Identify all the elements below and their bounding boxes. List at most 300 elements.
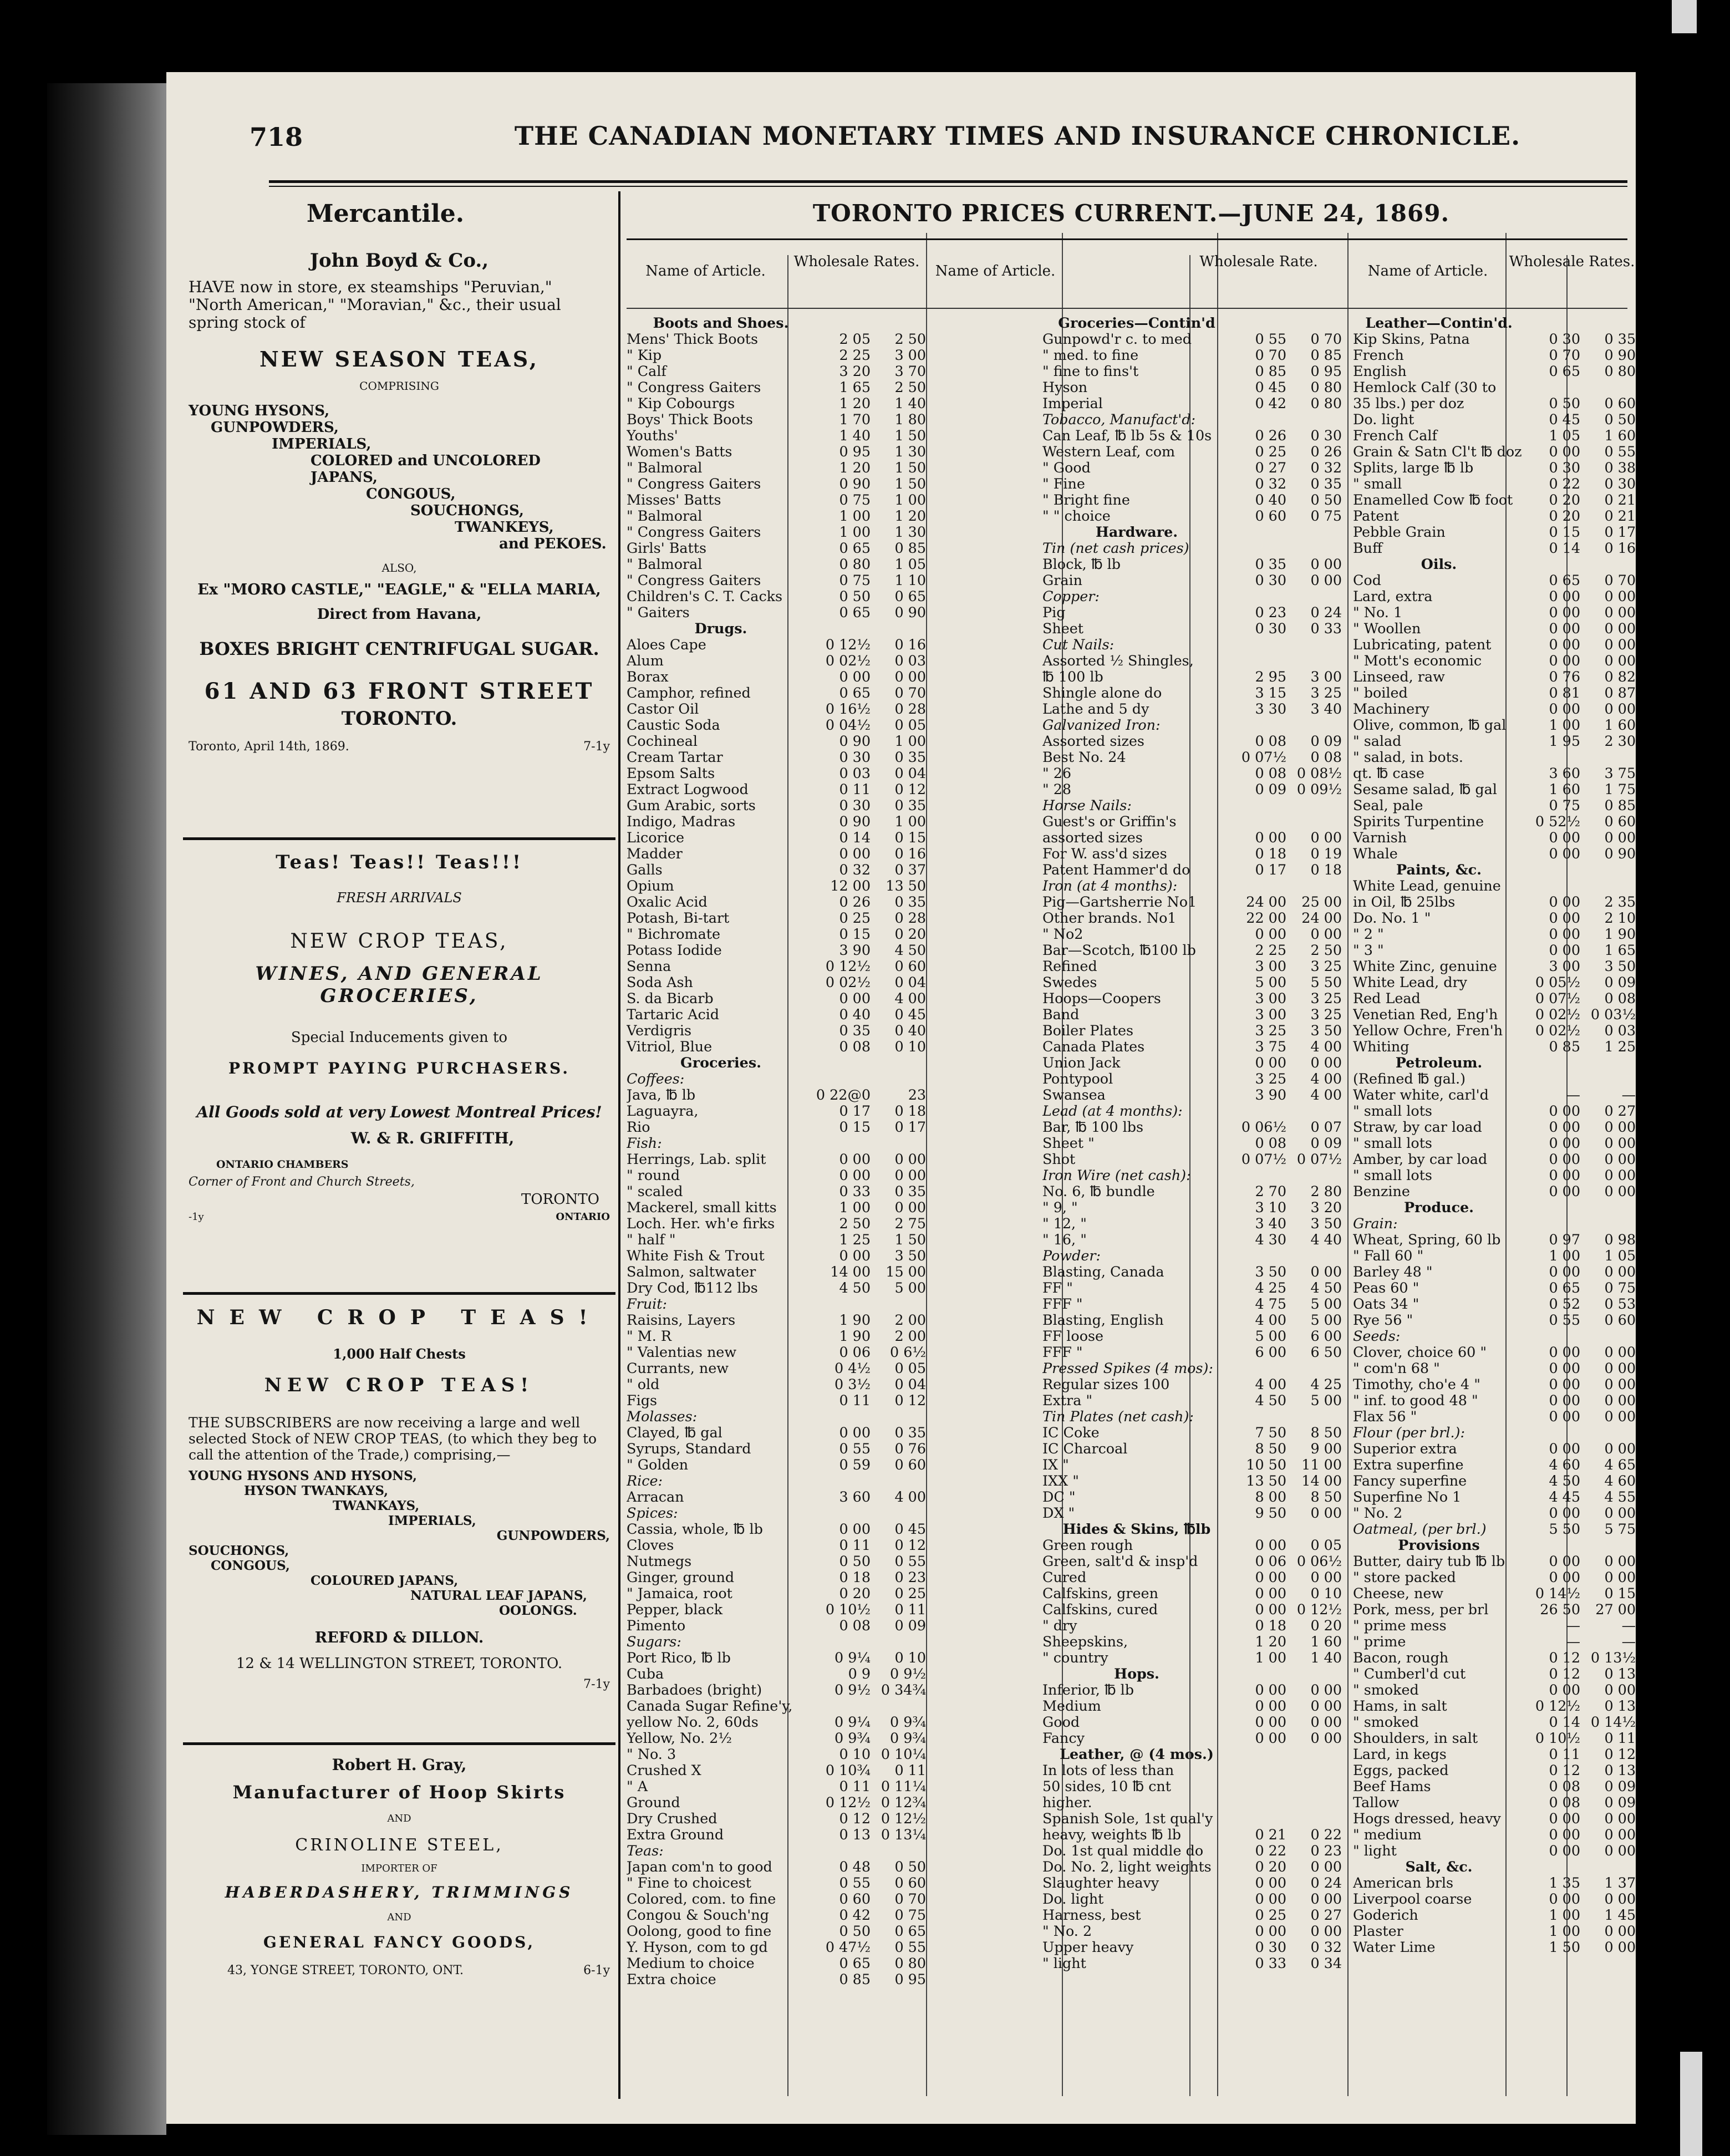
rate-low: 0 00 bbox=[839, 1521, 871, 1537]
griffith-teas: Teas! Teas!! Teas!!! bbox=[276, 851, 523, 873]
rate-high: 0 00 bbox=[1604, 620, 1636, 637]
price-row bbox=[1042, 1457, 1342, 1473]
rate-high: 1 60 bbox=[1604, 716, 1636, 733]
rate-high: 0 45 bbox=[894, 1006, 926, 1023]
rate-high: 1 60 bbox=[1604, 427, 1636, 444]
price-row bbox=[627, 540, 926, 556]
rate-low: 0 05½ bbox=[1535, 974, 1580, 990]
article-name: Boots and Shoes. bbox=[653, 315, 789, 331]
article-name: " round bbox=[627, 1167, 680, 1183]
article-name: Patent Hammer'd do bbox=[1042, 862, 1190, 878]
price-row bbox=[1042, 1537, 1342, 1553]
rate-high: 0 11 bbox=[894, 1762, 926, 1778]
boyd-also: ALSO, bbox=[381, 561, 417, 574]
price-row bbox=[1042, 1312, 1342, 1328]
price-row bbox=[1042, 1859, 1342, 1875]
rate-low: 0 08 bbox=[1255, 1135, 1286, 1151]
rate-low: 0 00 bbox=[1549, 1183, 1580, 1199]
rate-low: 0 42 bbox=[1255, 395, 1286, 411]
article-name: Fancy bbox=[1042, 1730, 1085, 1746]
rate-high: 0 16 bbox=[1604, 540, 1636, 556]
rate-low: 0 08 bbox=[1549, 1778, 1580, 1794]
price-row bbox=[1042, 395, 1342, 411]
article-name: Produce. bbox=[1403, 1199, 1474, 1216]
article-name: Boiler Plates bbox=[1042, 1023, 1134, 1039]
article-name: Salmon, saltwater bbox=[627, 1264, 756, 1280]
price-row bbox=[627, 460, 926, 476]
boyd-firm: John Boyd & Co., bbox=[309, 250, 489, 272]
article-name: Regular sizes 100 bbox=[1042, 1376, 1170, 1392]
rate-low: 3 90 bbox=[1255, 1086, 1286, 1103]
rate-high bbox=[871, 1698, 926, 1714]
rate-high: 0 24 bbox=[1310, 604, 1342, 621]
rate-high: 0 00 bbox=[1604, 1890, 1636, 1907]
boyd-intro: HAVE now in store, ex steamships "Peruvian," "North American," "Moravian," &c., their usual spring stock of bbox=[189, 278, 561, 332]
price-row bbox=[627, 1457, 926, 1473]
price-row bbox=[1042, 1151, 1342, 1167]
article-name: Eggs, packed bbox=[1353, 1762, 1449, 1778]
col3-rate-header: Wholesale Rates. bbox=[1509, 253, 1635, 270]
price-row bbox=[1042, 1505, 1342, 1521]
section-heading bbox=[1042, 1521, 1342, 1537]
article-name: Galls bbox=[627, 862, 663, 878]
rate-high: 0 45 bbox=[894, 1521, 926, 1537]
boyd-line-2: GUNPOWDERS, bbox=[211, 419, 339, 436]
rate-high: 4 00 bbox=[894, 990, 926, 1006]
article-name: Congou & Souch'ng bbox=[627, 1907, 769, 1923]
rate-high: 0 35 bbox=[894, 749, 926, 765]
price-row bbox=[627, 1955, 926, 1971]
price-row bbox=[1042, 1344, 1342, 1360]
section-mercantile: Mercantile. bbox=[306, 200, 465, 228]
rate-high bbox=[871, 621, 926, 637]
price-row bbox=[627, 894, 926, 910]
rate-high: 0 10 bbox=[1310, 1585, 1342, 1601]
rate-high: 1 30 bbox=[894, 523, 926, 540]
rate-high: 8 50 bbox=[1310, 1424, 1342, 1441]
price-row bbox=[1353, 508, 1636, 524]
article-name: Galvanized Iron: bbox=[1042, 717, 1161, 733]
article-name: Grain & Satn Cl't ℔ doz bbox=[1353, 444, 1522, 460]
rate-low: 0 30 bbox=[839, 749, 871, 765]
price-row bbox=[1353, 1360, 1636, 1376]
article-name: Leather, @ (4 mos.) bbox=[1060, 1746, 1214, 1762]
price-row bbox=[627, 813, 926, 830]
rate-low bbox=[1525, 1859, 1580, 1875]
article-name: " Jamaica, root bbox=[627, 1585, 732, 1601]
price-row bbox=[1042, 572, 1342, 588]
price-row bbox=[627, 1730, 926, 1746]
article-name: " 16, " bbox=[1042, 1232, 1087, 1248]
article-name: Misses' Batts bbox=[627, 492, 721, 508]
rate-high: 0 55 bbox=[1604, 443, 1636, 460]
rate-high: 0 06½ bbox=[1296, 1553, 1342, 1569]
rate-low: 0 20 bbox=[1255, 1858, 1286, 1875]
rate-high: 4 65 bbox=[1604, 1456, 1636, 1473]
article-name: Benzine bbox=[1353, 1183, 1410, 1199]
rate-low bbox=[1231, 1248, 1286, 1264]
rate-low: 0 00 bbox=[1549, 1569, 1580, 1585]
rate-high: 6 50 bbox=[1310, 1344, 1342, 1360]
rate-high: 6 00 bbox=[1310, 1328, 1342, 1344]
rate-low: 4 00 bbox=[1255, 1311, 1286, 1328]
price-row bbox=[1353, 1392, 1636, 1408]
rate-low: 0 33 bbox=[839, 1183, 871, 1199]
price-row bbox=[1042, 830, 1342, 846]
rate-high: 0 75 bbox=[894, 1906, 926, 1923]
col2-rate-header: Wholesale Rate. bbox=[1199, 253, 1318, 270]
rate-high bbox=[1286, 717, 1342, 733]
rate-high: 4 50 bbox=[1310, 1279, 1342, 1296]
rate-low: 3 25 bbox=[1255, 1070, 1286, 1087]
price-row bbox=[627, 701, 926, 717]
boyd-line-5: CONGOUS, bbox=[366, 485, 456, 502]
rate-high: 14 00 bbox=[1301, 1472, 1342, 1489]
price-row bbox=[1353, 476, 1636, 492]
rate-low bbox=[1231, 1762, 1286, 1778]
ad-divider bbox=[183, 1292, 615, 1295]
rate-low: 1 00 bbox=[1549, 1247, 1580, 1264]
article-name: Oatmeal, (per brl.) bbox=[1353, 1521, 1487, 1537]
film-edge-marker bbox=[1672, 0, 1697, 33]
article-name: Syrups, Standard bbox=[627, 1441, 751, 1457]
boyd-line-7: TWANKEYS, bbox=[455, 518, 554, 536]
rate-low: 3 00 bbox=[1255, 1006, 1286, 1023]
article-name: Rice: bbox=[627, 1473, 663, 1489]
price-row bbox=[627, 1698, 926, 1714]
rate-high bbox=[1286, 1746, 1342, 1762]
article-name: 35 lbs.) per doz bbox=[1353, 395, 1464, 411]
rule-under-headers bbox=[627, 308, 1627, 309]
rate-high: 0 00 bbox=[1310, 572, 1342, 588]
rate-high: 2 50 bbox=[894, 330, 926, 347]
rate-low: 6 00 bbox=[1255, 1344, 1286, 1360]
rate-high: 0 00 bbox=[1604, 1263, 1636, 1280]
rate-low bbox=[1231, 1666, 1286, 1682]
article-name: Clayed, ℔ gal bbox=[627, 1425, 722, 1441]
gray-code: 6-1y bbox=[583, 1964, 610, 1977]
article-name: Barbadoes (bright) bbox=[627, 1682, 762, 1698]
rate-high: 4 55 bbox=[1604, 1488, 1636, 1505]
article-name: Girls' Batts bbox=[627, 540, 706, 556]
price-row bbox=[627, 1039, 926, 1055]
rate-high bbox=[1286, 411, 1342, 428]
rate-high bbox=[1286, 637, 1342, 653]
rate-low: 0 00 bbox=[1255, 1713, 1286, 1730]
price-row bbox=[627, 1875, 926, 1891]
article-name: Do. No. 2, light weights bbox=[1042, 1859, 1212, 1875]
rate-low: 0 10½ bbox=[1535, 1730, 1580, 1746]
griffith-special: Special Inducements given to bbox=[291, 1029, 508, 1046]
rate-low: 2 05 bbox=[839, 330, 871, 347]
price-row bbox=[1042, 1055, 1342, 1071]
rate-low: 0 00 bbox=[1549, 1118, 1580, 1135]
rate-high: 0 11 bbox=[1604, 1730, 1636, 1746]
rate-low: 8 00 bbox=[1255, 1488, 1286, 1505]
article-name: Dry Crushed bbox=[627, 1811, 718, 1827]
rate-low: 0 11 bbox=[839, 1537, 871, 1553]
rate-low: 2 50 bbox=[839, 1215, 871, 1232]
rate-low: 0 00 bbox=[1255, 1681, 1286, 1698]
rate-high: 0 00 bbox=[1310, 829, 1342, 846]
price-row bbox=[627, 1103, 926, 1119]
rate-low: 5 00 bbox=[1255, 1328, 1286, 1344]
rate-high: 4 00 bbox=[1310, 1038, 1342, 1055]
rate-low: 3 90 bbox=[839, 942, 871, 958]
rate-high: 0 17 bbox=[1604, 523, 1636, 540]
rate-low: 0 04½ bbox=[825, 716, 871, 733]
price-row bbox=[1353, 444, 1636, 460]
price-row bbox=[1353, 1087, 1636, 1103]
rate-high: 0 16 bbox=[894, 636, 926, 653]
rate-low: 0 52 bbox=[1549, 1295, 1580, 1312]
rate-low: 12 00 bbox=[830, 877, 871, 894]
price-row bbox=[1042, 1762, 1342, 1778]
price-row bbox=[627, 1216, 926, 1232]
rate-high: 0 32 bbox=[1310, 459, 1342, 476]
article-name: Rye 56 " bbox=[1353, 1312, 1413, 1328]
rate-high: 0 00 bbox=[1310, 1263, 1342, 1280]
price-row bbox=[1353, 653, 1636, 669]
rate-low bbox=[1525, 379, 1580, 395]
article-name: (Refined ℔ gal.) bbox=[1353, 1071, 1466, 1087]
rate-low: 0 03 bbox=[839, 765, 871, 781]
rate-low bbox=[815, 1135, 871, 1151]
rate-low bbox=[1525, 878, 1580, 894]
rate-low: 0 75 bbox=[1549, 797, 1580, 813]
rate-high bbox=[871, 1843, 926, 1859]
article-name: Band bbox=[1042, 1006, 1080, 1023]
rate-low: 0 20 bbox=[1549, 507, 1580, 524]
price-row bbox=[1353, 1666, 1636, 1682]
rate-low: 0 17 bbox=[1255, 861, 1286, 878]
rate-low: 0 40 bbox=[1255, 491, 1286, 508]
subsection-heading bbox=[1353, 1521, 1636, 1537]
boyd-address: 61 AND 63 FRONT STREET bbox=[204, 678, 594, 704]
subsection-heading bbox=[1042, 588, 1342, 604]
boyd-line-8: and PEKOES. bbox=[499, 535, 607, 552]
article-name: Herrings, Lab. split bbox=[627, 1151, 766, 1167]
article-name: Machinery bbox=[1353, 701, 1429, 717]
article-name: " salad, in bots. bbox=[1353, 749, 1463, 765]
rate-high: 1 00 bbox=[894, 491, 926, 508]
subsection-heading bbox=[627, 1296, 926, 1312]
rate-high: 0 60 bbox=[894, 958, 926, 974]
article-name: Straw, by car load bbox=[1353, 1119, 1482, 1135]
article-name: White Lead, dry bbox=[1353, 974, 1468, 990]
price-row bbox=[1353, 685, 1636, 701]
article-name: Y. Hyson, com to gd bbox=[627, 1939, 768, 1955]
article-name: " med. to fine bbox=[1042, 347, 1139, 363]
article-name: " inf. to good 48 " bbox=[1353, 1392, 1478, 1408]
price-row bbox=[1042, 1441, 1342, 1457]
article-name: Hams, in salt bbox=[1353, 1698, 1447, 1714]
article-name: Hogs dressed, heavy bbox=[1353, 1811, 1501, 1827]
rate-low: 4 60 bbox=[1549, 1456, 1580, 1473]
rate-low: 3 75 bbox=[1255, 1038, 1286, 1055]
rate-low: 1 20 bbox=[839, 395, 871, 411]
subsection-heading bbox=[627, 1634, 926, 1650]
price-row bbox=[1042, 1392, 1342, 1408]
rate-low: 3 60 bbox=[1549, 765, 1580, 781]
rate-low: 0 14 bbox=[1549, 1713, 1580, 1730]
article-name: Whale bbox=[1353, 846, 1398, 862]
subsection-heading bbox=[1042, 1103, 1342, 1119]
rate-low: 1 60 bbox=[1549, 781, 1580, 797]
price-row bbox=[627, 395, 926, 411]
price-row bbox=[1042, 1811, 1342, 1827]
rate-high: — bbox=[1621, 1086, 1636, 1103]
rate-low: 0 08 bbox=[1549, 1794, 1580, 1811]
rate-low: 1 20 bbox=[1255, 1633, 1286, 1650]
price-row bbox=[1353, 379, 1636, 395]
rate-high bbox=[1580, 1055, 1636, 1071]
rate-low: 0 18 bbox=[839, 1569, 871, 1585]
price-row bbox=[627, 1891, 926, 1907]
rate-low: 0 30 bbox=[1255, 1939, 1286, 1955]
rate-low bbox=[1231, 1746, 1286, 1762]
article-name: Iron (at 4 months): bbox=[1042, 878, 1178, 894]
rate-low bbox=[815, 1505, 871, 1521]
article-name: Sesame salad, ℔ gal bbox=[1353, 781, 1497, 797]
price-row bbox=[627, 508, 926, 524]
rate-low: 0 02½ bbox=[1535, 1022, 1580, 1039]
article-name: " Fine bbox=[1042, 476, 1085, 492]
price-row bbox=[1353, 411, 1636, 428]
rate-low: 0 00 bbox=[1549, 1263, 1580, 1280]
rate-high: 0 65 bbox=[894, 1923, 926, 1939]
price-row bbox=[1042, 1618, 1342, 1634]
article-name: " half " bbox=[627, 1232, 676, 1248]
price-row bbox=[627, 411, 926, 428]
price-row bbox=[1353, 1376, 1636, 1392]
price-row bbox=[627, 733, 926, 749]
rate-high bbox=[1286, 653, 1342, 669]
rate-low: 22 00 bbox=[1246, 909, 1286, 926]
rate-high: 0 76 bbox=[894, 1440, 926, 1457]
rate-low: 0 12½ bbox=[825, 636, 871, 653]
article-name: Cassia, whole, ℔ lb bbox=[627, 1521, 763, 1537]
rate-high: 0 30 bbox=[1604, 475, 1636, 492]
price-row bbox=[1353, 1441, 1636, 1457]
article-name: Canada Sugar Refine'y, bbox=[627, 1698, 793, 1714]
rate-high: 0 80 bbox=[1310, 379, 1342, 395]
rate-high: 0 03 bbox=[894, 652, 926, 669]
rate-low: 0 12 bbox=[1549, 1762, 1580, 1778]
price-row bbox=[1353, 1601, 1636, 1618]
rate-low: 0 22 bbox=[1549, 475, 1580, 492]
rate-high: 0 03 bbox=[1604, 1022, 1636, 1039]
rate-low bbox=[815, 1296, 871, 1312]
reford-line-2: HYSON TWANKAYS, bbox=[244, 1483, 389, 1499]
rate-high: 0 00 bbox=[1604, 1135, 1636, 1151]
rate-low bbox=[1231, 540, 1286, 556]
subsection-heading bbox=[1353, 1328, 1636, 1344]
boyd-ships: Ex "MORO CASTLE," "EAGLE," & "ELLA MARIA, bbox=[197, 581, 601, 598]
rate-high: 0 70 bbox=[894, 1890, 926, 1907]
article-name: Women's Batts bbox=[627, 444, 732, 460]
price-row bbox=[1042, 894, 1342, 910]
reford-code: 7-1y bbox=[583, 1677, 610, 1692]
price-row bbox=[1042, 492, 1342, 508]
article-name: Vitriol, Blue bbox=[627, 1039, 713, 1055]
rate-low: 4 45 bbox=[1549, 1488, 1580, 1505]
rate-low bbox=[815, 1071, 871, 1087]
rate-low: 0 30 bbox=[1255, 620, 1286, 637]
rate-low: 0 65 bbox=[839, 684, 871, 701]
article-name: Swansea bbox=[1042, 1087, 1106, 1103]
rate-high: 1 00 bbox=[894, 733, 926, 749]
rate-high: 0 9½ bbox=[890, 1665, 926, 1682]
article-name: " No. 2 bbox=[1353, 1505, 1403, 1521]
article-name: Kip Skins, Patna bbox=[1353, 331, 1470, 347]
rate-high: 4 25 bbox=[1310, 1376, 1342, 1392]
article-name: Arracan bbox=[627, 1489, 684, 1505]
rate-high bbox=[1286, 797, 1342, 813]
rate-high: 5 00 bbox=[894, 1279, 926, 1296]
rate-low: 0 00 bbox=[1549, 604, 1580, 621]
griffith-corner: Corner of Front and Church Streets, bbox=[189, 1175, 415, 1189]
article-name: Butter, dairy tub ℔ lb bbox=[1353, 1553, 1505, 1569]
price-row bbox=[1042, 1280, 1342, 1296]
article-name: Plaster bbox=[1353, 1923, 1403, 1939]
rate-high: 2 30 bbox=[1604, 733, 1636, 749]
rate-low: 0 81 bbox=[1549, 684, 1580, 701]
rate-high: 2 50 bbox=[894, 379, 926, 395]
article-name: Assorted sizes bbox=[1042, 733, 1144, 749]
price-row bbox=[1042, 1087, 1342, 1103]
price-row bbox=[1353, 1408, 1636, 1425]
article-name: Pepper, black bbox=[627, 1601, 723, 1618]
rate-high: 4 60 bbox=[1604, 1472, 1636, 1489]
rate-high: 0 00 bbox=[1310, 1730, 1342, 1746]
rate-high: 0 09 bbox=[1604, 1794, 1636, 1811]
article-name: Youths' bbox=[627, 428, 678, 444]
rate-low: 0 00 bbox=[1549, 1681, 1580, 1698]
rate-high bbox=[1286, 1248, 1342, 1264]
article-name: Yellow, No. 2½ bbox=[627, 1730, 732, 1746]
article-name: Groceries. bbox=[680, 1055, 761, 1071]
price-row bbox=[1353, 781, 1636, 797]
article-name: Hardware. bbox=[1095, 524, 1178, 540]
gray-and-2: AND bbox=[387, 1911, 411, 1923]
rate-low: 0 42 bbox=[839, 1906, 871, 1923]
article-name: " M. R bbox=[627, 1328, 672, 1344]
rate-low: 0 08 bbox=[1255, 765, 1286, 781]
rate-high: 1 30 bbox=[894, 443, 926, 460]
rate-high: 0 35 bbox=[894, 797, 926, 813]
rate-high bbox=[871, 315, 926, 331]
price-row bbox=[1042, 1216, 1342, 1232]
rate-high: 0 00 bbox=[1310, 1713, 1342, 1730]
price-row bbox=[1353, 1119, 1636, 1135]
price-row bbox=[1353, 1585, 1636, 1601]
prices-current-title: TORONTO PRICES CURRENT.—JUNE 24, 1869. bbox=[812, 200, 1450, 227]
article-name: " Fine to choicest bbox=[627, 1875, 751, 1891]
rate-low: 0 00 bbox=[839, 845, 871, 862]
rate-low: 0 65 bbox=[1549, 1279, 1580, 1296]
rate-high bbox=[1580, 315, 1636, 331]
rate-high: 0 35 bbox=[1310, 475, 1342, 492]
rate-high: 0 35 bbox=[1604, 330, 1636, 347]
subsection-heading bbox=[1042, 1408, 1342, 1425]
rate-low: 0 02½ bbox=[1535, 1006, 1580, 1023]
article-name: Lead (at 4 months): bbox=[1042, 1103, 1183, 1119]
rate-low: 0 00 bbox=[839, 990, 871, 1006]
price-row bbox=[1353, 363, 1636, 379]
price-row bbox=[627, 1971, 926, 1987]
rate-high: 0 00 bbox=[1604, 1118, 1636, 1135]
